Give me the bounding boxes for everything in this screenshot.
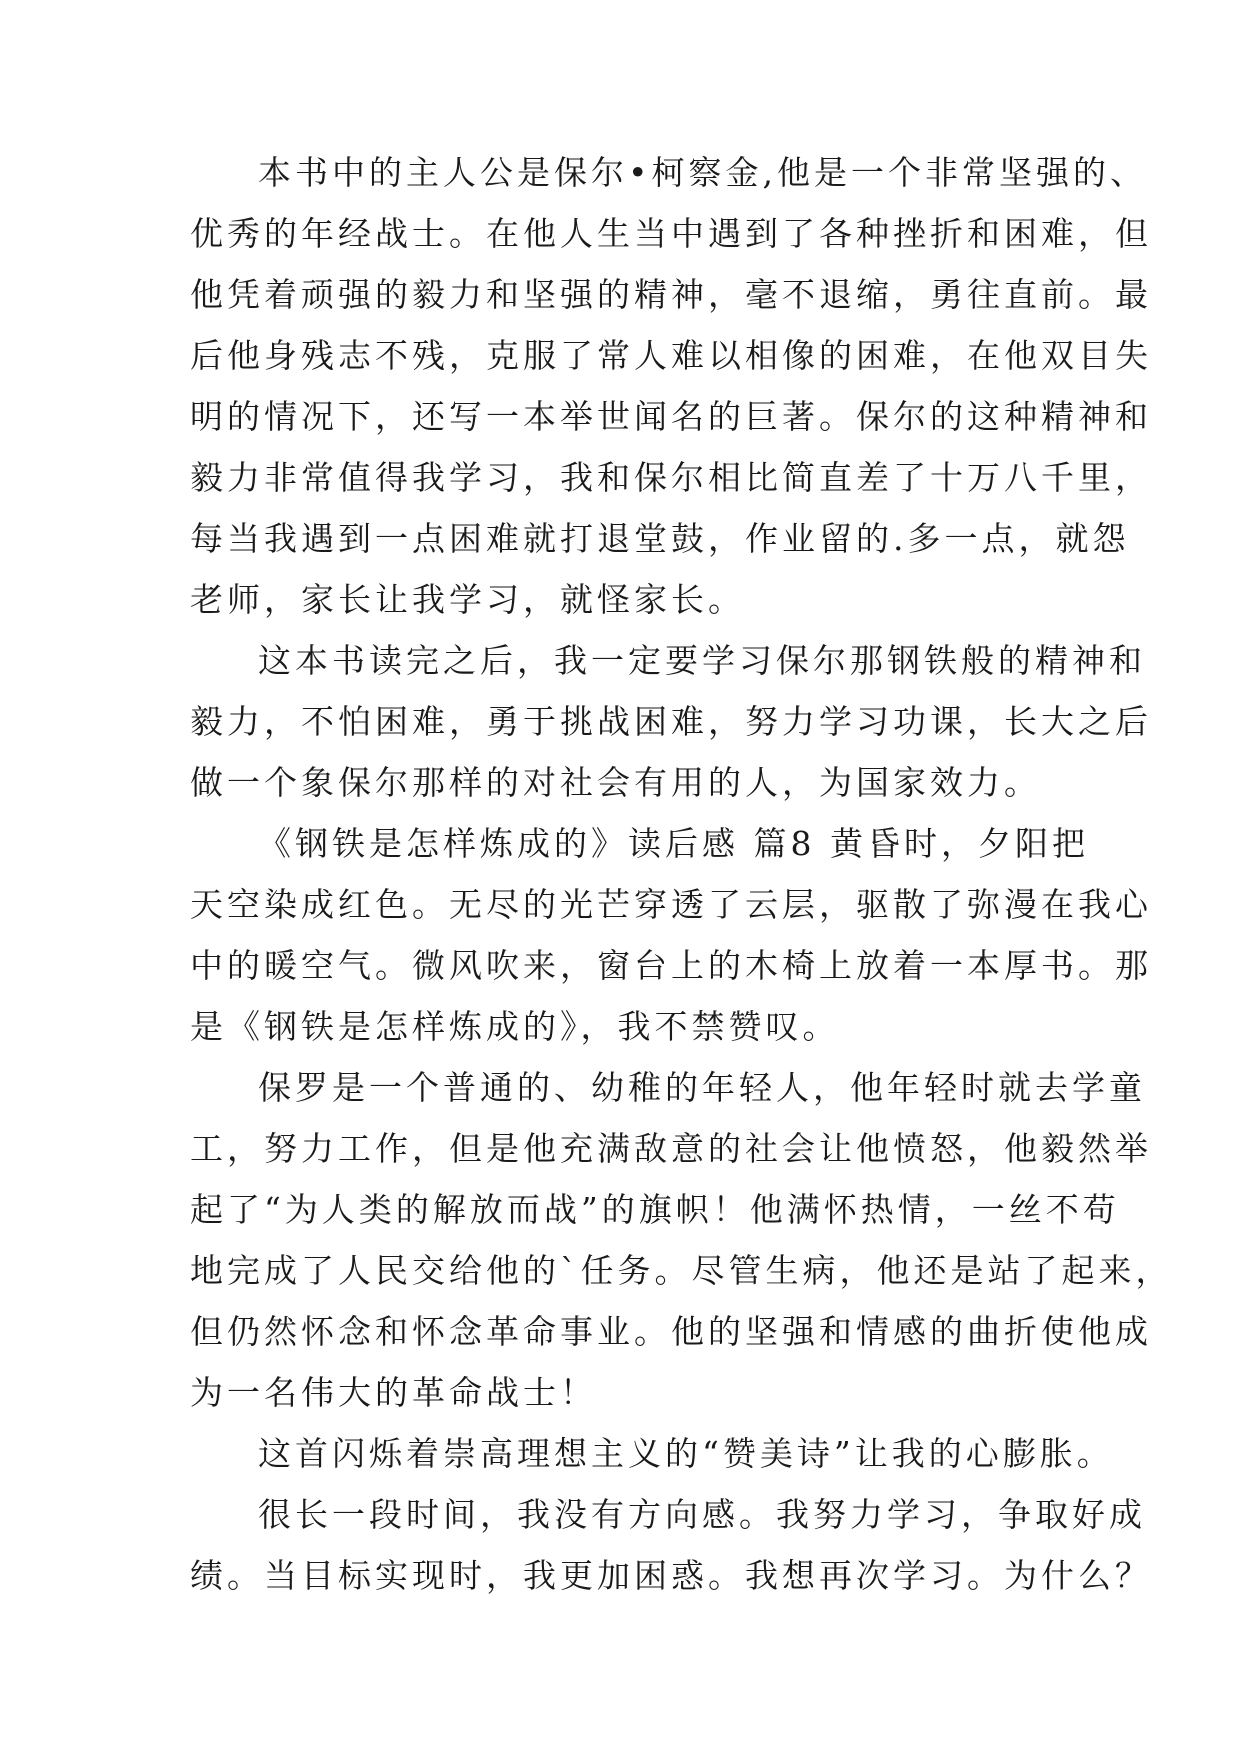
text-line: 《钢铁是怎样炼成的》读后感 篇8 黄昏时，夕阳把	[258, 824, 1089, 863]
text-line: 中的暖空气。微风吹来，窗台上的木椅上放着一本厚书。那	[190, 946, 1152, 985]
text-line: 工，努力工作，但是他充满敌意的社会让他愤怒，他毅然举	[190, 1129, 1152, 1168]
text-line: 做一个象保尔那样的对社会有用的人，为国家效力。	[190, 763, 1041, 802]
text-line: 每当我遇到一点困难就打退堂鼓，作业留的.多一点，就怨	[190, 519, 1130, 558]
text-line: 天空染成红色。无尽的光芒穿透了云层，驱散了弥漫在我心	[190, 885, 1152, 924]
text-line: 优秀的年经战士。在他人生当中遇到了各种挫折和困难，但	[190, 214, 1152, 253]
text-line: 很长一段时间，我没有方向感。我努力学习，争取好成	[258, 1495, 1146, 1534]
text-line: 这首闪烁着崇高理想主义的“赞美诗”让我的心膨胀。	[258, 1434, 1114, 1473]
text-line: 老师，家长让我学习，就怪家长。	[190, 580, 745, 619]
text-line: 本书中的主人公是保尔•柯察金,他是一个非常坚强的、	[258, 153, 1147, 192]
text-line: 绩。当目标实现时，我更加困惑。我想再次学习。为什么？	[190, 1556, 1152, 1595]
text-line: 但仍然怀念和怀念革命事业。他的坚强和情感的曲折使他成	[190, 1312, 1152, 1351]
body-text	[190, 142, 1173, 1606]
text-line: 毅力，不怕困难，勇于挑战困难，努力学习功课，长大之后	[190, 702, 1152, 741]
text-line: 明的情况下，还写一本举世闻名的巨著。保尔的这种精神和	[190, 397, 1152, 436]
text-line: 这本书读完之后，我一定要学习保尔那钢铁般的精神和	[258, 641, 1146, 680]
text-line: 是《钢铁是怎样炼成的》，我不禁赞叹。	[190, 1007, 840, 1046]
text-line: 保罗是一个普通的、幼稚的年轻人，他年轻时就去学童	[258, 1068, 1146, 1107]
text-line: 后他身残志不残，克服了常人难以相像的困难，在他双目失	[190, 336, 1152, 375]
text-line: 为一名伟大的革命战士！	[190, 1373, 597, 1412]
text-line: 起了“为人类的解放而战”的旗帜！他满怀热情，一丝不苟	[190, 1190, 1120, 1229]
text-line: 他凭着顽强的毅力和坚强的精神，毫不退缩，勇往直前。最	[190, 275, 1152, 314]
text-line: 毅力非常值得我学习，我和保尔相比简直差了十万八千里，	[190, 458, 1152, 497]
text-line: 地完成了人民交给他的`任务。尽管生病，他还是站了起来，	[190, 1251, 1173, 1290]
